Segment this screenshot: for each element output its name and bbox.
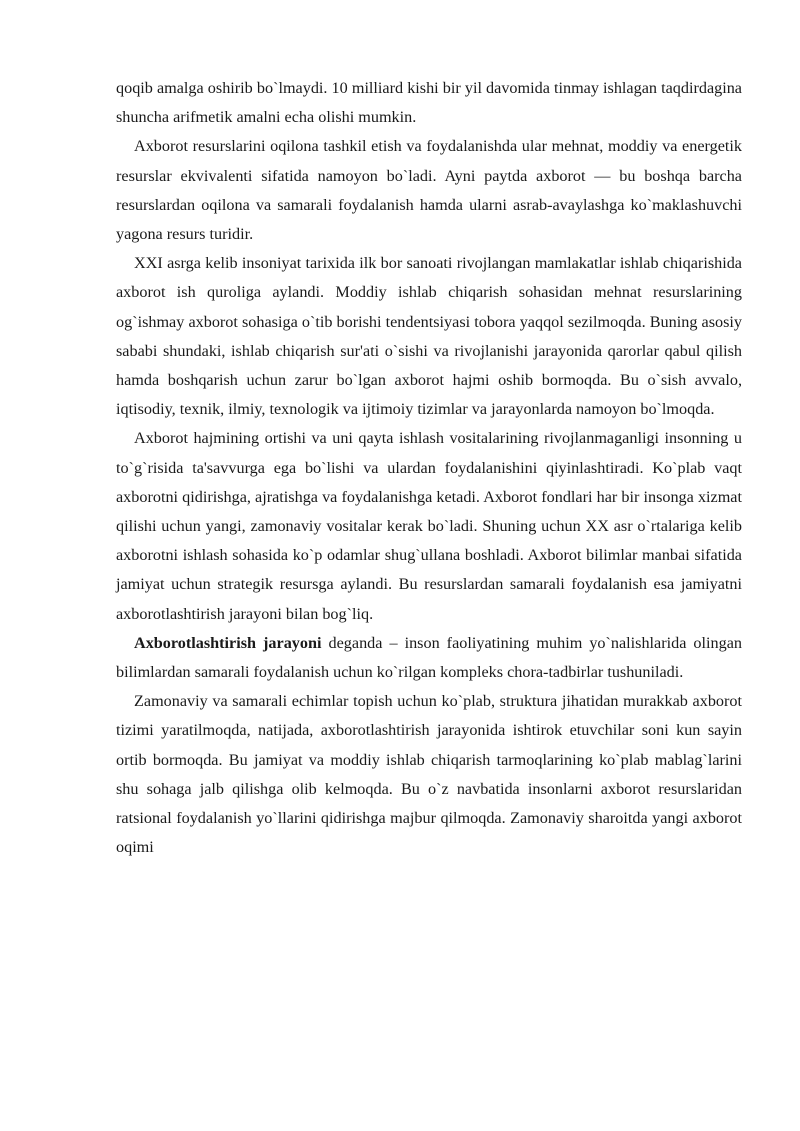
paragraph-modern-solutions: Zamonaviy va samarali echimlar topish uchun ko`plab, struktura jihatidan murakkab axborot tizimi yaratilmoqda, natijada, axborotlashtirish jarayonida ishtirok etuvchilar soni kun sayin ortib bormoqda. Bu jamiyat va moddiy ishlab chiqarish tarmoqlarining ko`plab mablag`larini shu sohaga jalb qilishga olib kelmoqda. Bu o`z navbatida insonlarni axborot resurslaridan ratsional foydalanish yo`llarini qidirishga majbur qilmoqda. Zamonaviy sharoitda yangi axborot oqimi bbox=[116, 692, 742, 857]
defined-term: Axborotlashtirish jarayoni bbox=[134, 633, 322, 652]
definition-text: deganda – inson faoliyatining muhim yo`nalishlarida olingan bilimlardan samarali foydalanish uchun ko`rilgan kompleks chora-tadbirlar tushuniladi. bbox=[116, 633, 742, 682]
paragraph-information-volume: Axborot hajmining ortishi va uni qayta ishlash vositalarining rivojlanmaganligi insonning u to`g`risida ta'savvurga ega bo`lishi va ulardan foydalanishini qiyinlashtiradi. Ko`plab vaqt axborotni qidirishga, ajratishga va foydalanishga ketadi. Axborot fondlari har bir insonga xizmat qilishi uchun yangi, zamonaviy vositalar kerak bo`ladi. Shuning uchun XX asr o`rtalariga kelib axborotni ishlash sohasida ko`p odamlar shug`ullana boshladi. Axborot bilimlar manbai sifatida jamiyat uchun strategik resursga aylandi. Bu resurslardan samarali foydalanish esa jamiyatni axborotlashtirish jarayoni bilan bog`liq. bbox=[116, 429, 742, 623]
paragraph-continuation: qoqib amalga oshirib bo`lmaydi. 10 milliard kishi bir yil davomida tinmay ishlagan taqdirdagina shuncha arifmetik amalni echa olishi mumkin. bbox=[116, 79, 742, 127]
document-page bbox=[116, 74, 742, 862]
paragraph-definition bbox=[116, 629, 742, 687]
paragraph-xxi-century: XXI asrga kelib insoniyat tarixida ilk bor sanoati rivojlangan mamlakatlar ishlab chiqarishida axborot ish quroliga aylandi. Moddiy ishlab chiqarish sohasidan mehnat resurslarining og`ishmay axborot sohasiga o`tib borishi tendentsiyasi tobora yaqqol sezilmoqda. Buning asosiy sababi shundaki, ishlab chiqarish sur'ati o`sishi va rivojlanishi jarayonida qarorlar qabul qilish hamda boshqarish uchun zarur bo`lgan axborot hajmi oshib bormoqda. Bu o`sish avvalo, iqtisodiy, texnik, ilmiy, texnologik va ijtimoiy tizimlar va jarayonlarda namoyon bo`lmoqda. bbox=[116, 254, 742, 419]
paragraph-resources: Axborot resurslarini oqilona tashkil etish va foydalanishda ular mehnat, moddiy va energetik resurslar ekvivalenti sifatida namoyon bo`ladi. Ayni paytda axborot — bu boshqa barcha resurslardan oqilona va samarali foydalanish hamda ularni asrab-avaylashga ko`maklashuvchi yagona resurs turidir. bbox=[116, 137, 742, 244]
